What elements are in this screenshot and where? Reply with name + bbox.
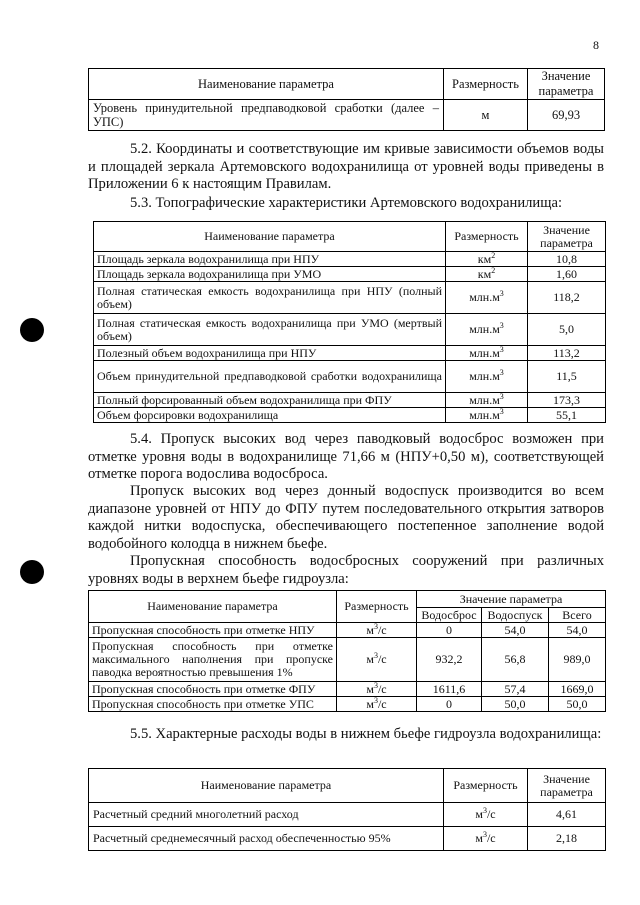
parameter-value: 69,93 — [528, 100, 605, 131]
unit-tail: /с — [486, 831, 496, 845]
table-header-row — [94, 222, 606, 252]
parameter-unit — [444, 803, 528, 827]
parameter-name: Полный форсированный объем водохранилища при ФПУ — [94, 393, 446, 408]
unit-superscript: 3 — [373, 621, 378, 631]
topographic-characteristics-table — [93, 221, 606, 423]
column-header-name: Наименование параметра — [89, 769, 444, 803]
table-row — [89, 638, 606, 682]
unit-superscript: 3 — [499, 406, 504, 416]
unit-superscript: 2 — [491, 250, 496, 260]
unit-base: млн.м — [469, 392, 500, 407]
page-number: 8 — [593, 38, 599, 52]
table-header-row — [89, 591, 606, 608]
subheader-bottom-outlet: Водоспуск — [482, 608, 549, 623]
table-row — [94, 314, 606, 346]
parameter-name: Пропускная способность при отметке ФПУ — [89, 682, 337, 697]
column-header-unit: Размерность — [444, 69, 528, 100]
unit-base: м — [366, 652, 374, 666]
parameter-name: Полная статическая емкость водохранилища при НПУ (полный объем) — [94, 282, 446, 314]
table-row — [94, 252, 606, 267]
parameter-value: 173,3 — [528, 393, 606, 408]
total-value: 989,0 — [549, 638, 606, 682]
unit-superscript: 3 — [373, 695, 378, 705]
section-5-4-capacity-paragraph: Пропускная способность водосбросных сооружений при различных уровнях воды в верхнем бьефе гидроузла: — [88, 553, 604, 587]
parameter-name: Объем принудительной предпаводковой сработки водохранилища — [94, 361, 446, 393]
unit-base: млн.м — [469, 290, 500, 304]
bottom-outlet-value: 57,4 — [482, 682, 549, 697]
discharge-capacity-table — [88, 590, 606, 712]
unit-base: млн.м — [469, 345, 500, 360]
unit-base: м — [366, 681, 374, 696]
total-value: 1669,0 — [549, 682, 606, 697]
parameter-name: Пропускная способность при отметке УПС — [89, 697, 337, 712]
column-header-value: Значение параметра — [528, 222, 606, 252]
parameter-name: Расчетный средний многолетний расход — [89, 803, 444, 827]
unit-base: км — [477, 251, 492, 266]
characteristic-flows-table — [88, 768, 606, 851]
parameter-unit — [446, 408, 528, 423]
ups-parameter-table — [88, 68, 605, 131]
parameter-value: 113,2 — [528, 346, 606, 361]
table-row — [89, 827, 606, 851]
section-5-3-paragraph: 5.3. Топографические характеристики Артемовского водохранилища: — [130, 195, 563, 211]
total-value: 50,0 — [549, 697, 606, 712]
parameter-unit — [444, 827, 528, 851]
parameter-unit — [337, 638, 417, 682]
unit-base: м — [366, 696, 374, 711]
parameter-unit — [446, 346, 528, 361]
column-header-name: Наименование параметра — [94, 222, 446, 252]
unit-base: млн.м — [469, 322, 500, 336]
parameter-unit — [337, 697, 417, 712]
parameter-name: Расчетный среднемесячный расход обеспеченностью 95% — [89, 827, 444, 851]
section-5-2-paragraph: 5.2. Координаты и соответствующие им кривые зависимости объемов воды и площадей зеркала Артемовского водохранилища от уровней воды приведены в Приложении 6 к настоящим Правилам. — [88, 141, 604, 192]
unit-tail: /с — [486, 807, 496, 821]
bottom-outlet-value: 50,0 — [482, 697, 549, 712]
binder-hole-bottom — [20, 560, 44, 584]
parameter-name: Пропускная способность при отметке максимального наполнения при пропуске паводка вероятностью превышения 1% — [89, 638, 337, 682]
parameter-unit — [446, 314, 528, 346]
unit-superscript: 3 — [373, 680, 378, 690]
bottom-outlet-value: 56,8 — [482, 638, 549, 682]
unit-base: млн.м — [469, 407, 500, 422]
column-header-value: Значение параметра — [528, 69, 605, 100]
parameter-unit — [446, 361, 528, 393]
parameter-unit — [337, 623, 417, 638]
column-header-value: Значение параметра — [528, 769, 606, 803]
unit-superscript: 3 — [499, 391, 504, 401]
parameter-name: Уровень принудительной предпаводковой сработки (далее – УПС) — [89, 100, 444, 131]
binder-hole-top — [20, 318, 44, 342]
column-header-unit: Размерность — [444, 769, 528, 803]
unit-superscript: 3 — [499, 368, 504, 377]
unit-tail: /с — [377, 622, 387, 637]
parameter-value: 2,18 — [528, 827, 606, 851]
parameter-value: 4,61 — [528, 803, 606, 827]
column-header-unit: Размерность — [337, 591, 417, 623]
parameter-name: Пропускная способность при отметке НПУ — [89, 623, 337, 638]
parameter-unit: м — [444, 100, 528, 131]
parameter-value: 118,2 — [528, 282, 606, 314]
table-row — [89, 623, 606, 638]
table-row — [94, 361, 606, 393]
section-5-4-paragraph: 5.4. Пропуск высоких вод через паводковый водосброс возможен при отметке уровня воды в водохранилище 71,66 м (НПУ+0,50 м), соответствующей отметке порога водослива водосброса. — [88, 431, 604, 482]
table-row — [94, 346, 606, 361]
parameter-name: Площадь зеркала водохранилища при УМО — [94, 267, 446, 282]
spillway-value: 0 — [417, 623, 482, 638]
parameter-name: Площадь зеркала водохранилища при НПУ — [94, 252, 446, 267]
table-header-row — [89, 69, 605, 100]
unit-superscript: 3 — [499, 321, 504, 330]
column-header-unit: Размерность — [446, 222, 528, 252]
table-row — [94, 408, 606, 423]
table-row — [94, 393, 606, 408]
unit-superscript: 2 — [491, 265, 496, 275]
parameter-unit — [446, 282, 528, 314]
unit-base: м — [475, 831, 483, 845]
bottom-outlet-value: 54,0 — [482, 623, 549, 638]
parameter-unit — [446, 252, 528, 267]
column-header-value: Значение параметра — [417, 591, 606, 608]
table-row — [89, 100, 605, 131]
table-row — [94, 282, 606, 314]
parameter-unit — [446, 267, 528, 282]
parameter-name: Полная статическая емкость водохранилища при УМО (мертвый объем) — [94, 314, 446, 346]
parameter-value: 1,60 — [528, 267, 606, 282]
parameter-value: 55,1 — [528, 408, 606, 423]
parameter-unit — [337, 682, 417, 697]
parameter-value: 10,8 — [528, 252, 606, 267]
unit-superscript: 3 — [499, 344, 504, 354]
unit-tail: /с — [377, 681, 387, 696]
unit-superscript: 3 — [482, 830, 487, 839]
spillway-value: 932,2 — [417, 638, 482, 682]
column-header-name: Наименование параметра — [89, 591, 337, 623]
unit-base: м — [475, 807, 483, 821]
unit-base: км — [477, 266, 492, 281]
parameter-name: Объем форсировки водохранилища — [94, 408, 446, 423]
unit-base: м — [366, 622, 374, 637]
table-row — [89, 682, 606, 697]
subheader-total: Всего — [549, 608, 606, 623]
column-header-name: Наименование параметра — [89, 69, 444, 100]
parameter-value: 5,0 — [528, 314, 606, 346]
spillway-value: 0 — [417, 697, 482, 712]
unit-base: млн.м — [469, 369, 500, 383]
table-row — [89, 697, 606, 712]
parameter-unit — [446, 393, 528, 408]
unit-tail: /с — [377, 696, 387, 711]
section-5-5-paragraph: 5.5. Характерные расходы воды в нижнем бьефе гидроузла водохранилища: — [130, 726, 602, 742]
unit-superscript: 3 — [499, 289, 504, 298]
total-value: 54,0 — [549, 623, 606, 638]
parameter-name: Полезный объем водохранилища при НПУ — [94, 346, 446, 361]
unit-superscript: 3 — [373, 651, 378, 660]
table-header-row — [89, 769, 606, 803]
unit-tail: /с — [377, 652, 387, 666]
unit-superscript: 3 — [482, 806, 487, 815]
table-row — [89, 803, 606, 827]
table-row — [94, 267, 606, 282]
parameter-value: 11,5 — [528, 361, 606, 393]
spillway-value: 1611,6 — [417, 682, 482, 697]
subheader-spillway: Водосброс — [417, 608, 482, 623]
section-5-4-bottom-outlet-paragraph: Пропуск высоких вод через донный водоспуск производится во всем диапазоне уровней от НПУ до ФПУ путем последовательного открытия затворов каждой нитки водоспуска, обеспечивающего постепенное заполнение водой водобойного колодца в нижнем бьефе. — [88, 483, 604, 552]
